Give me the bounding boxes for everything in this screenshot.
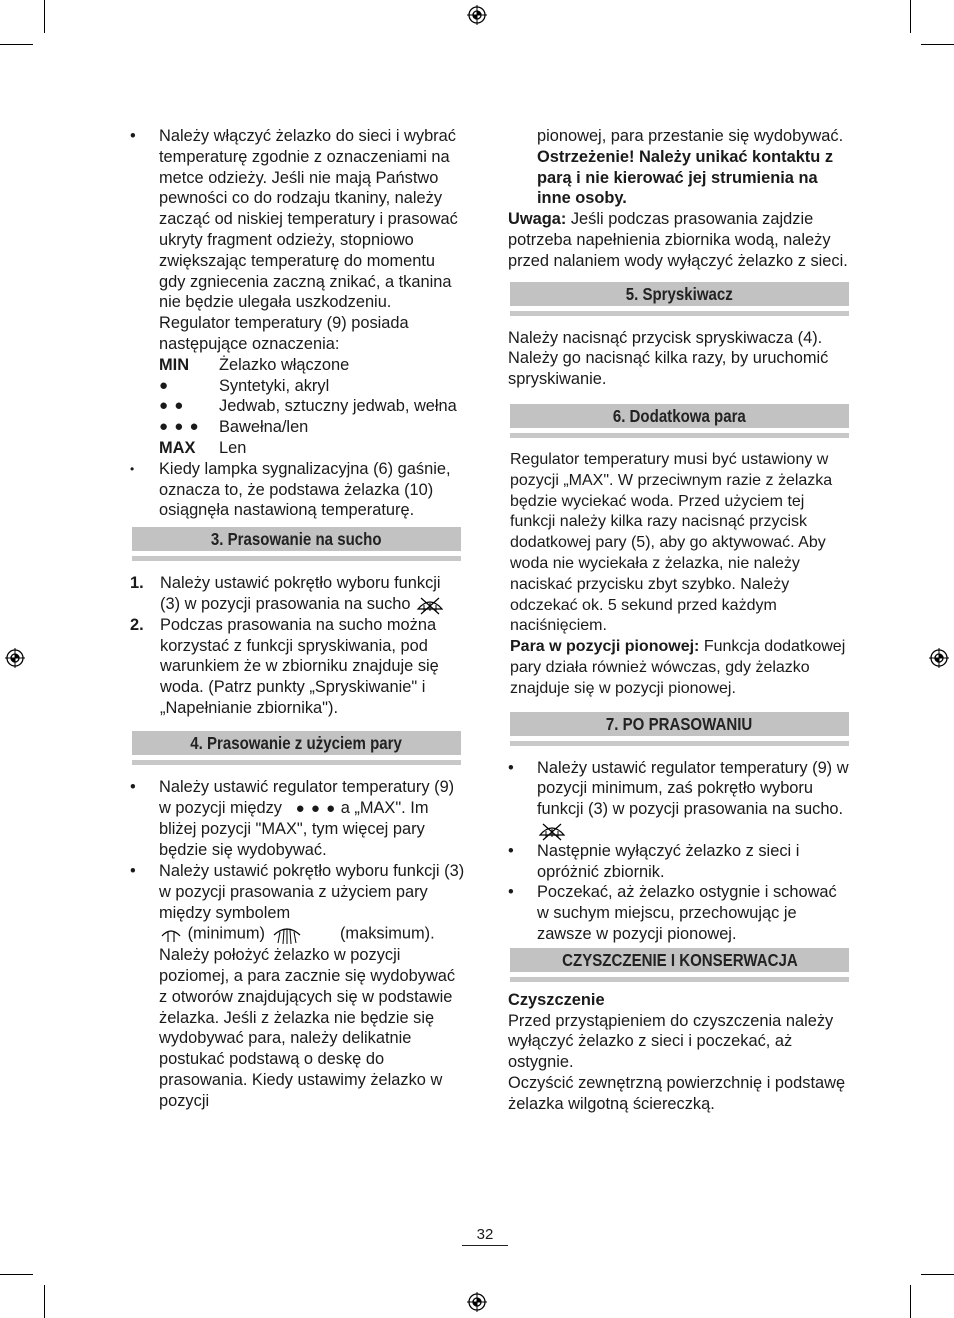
section-heading (508, 948, 849, 974)
temperature-modes (130, 355, 465, 459)
list-item (130, 459, 465, 521)
steam-min-icon (159, 924, 183, 944)
list-item: • Poczekać, aż żelazko ostygnie i schować w suchym miejscu, przechowując je zawsze w pozycji pionowej. (508, 883, 837, 943)
section-heading (130, 731, 461, 757)
registration-mark-icon (929, 648, 949, 668)
list-item: • Należy ustawić regulator temperatury (9) w pozycji minimum, zaś pokrętło wyboru funkcji (3) w pozycji prasowania na sucho. (508, 758, 853, 841)
section-title: 7. PO PRASOWANIU (606, 713, 753, 734)
numbered-item: 2. Podczas prasowania na sucho można korzystać z funkcji spryskiwania, pod warunkiem że w zbiorniku znajduje się woda. (Patrz punkty „Spryskiwanie" i „Napełnianie zbiornika"). (130, 615, 439, 717)
mode-row: MAX Len (159, 438, 247, 457)
section-title: CZYSZCZENIE I KONSERWACJA (561, 949, 798, 970)
clean-label: Czyszczenie (508, 990, 605, 1009)
warning-text: Ostrzeżenie! Należy unikać kontaktu z parą i nie kierować jej strumienia na inne osoby. (537, 147, 834, 208)
section-heading (508, 282, 849, 308)
clean-text: Przed przystąpieniem do czyszczenia należy wyłączyć żelazko z sieci i poczekać, aż ostygnie. (508, 1011, 834, 1072)
crop-mark-icon (910, 0, 911, 33)
crop-mark-icon (921, 44, 954, 45)
s6-vertical: Para w pozycji pionowej: Funkcja dodatkowej pary działa również wówczas, gdy żelazko znajduje się w pozycji pionowej. (510, 638, 846, 697)
crop-mark-icon (44, 0, 45, 33)
note: Uwaga: Jeśli podczas prasowania zajdzie potrzeba napełnienia zbiornika wodą, należy przed nalaniem wody wyłączyć żelazko z sieci. (508, 210, 848, 270)
clean-text: Oczyścić zewnętrzną powierzchnię i podstawę żelazka wilgotną ściereczką. (508, 1073, 846, 1113)
crop-mark-icon (910, 1285, 911, 1318)
list-item: • Następnie wyłączyć żelazko z sieci i opróżnić zbiornik. (508, 841, 800, 881)
s5-text: Należy nacisnąć przycisk spryskiwacza (4). Należy go nacisnąć kilka razy, by uruchomić spryskiwanie. (508, 328, 829, 389)
crop-mark-icon (0, 44, 33, 45)
dry-iron-icon (415, 595, 445, 615)
mode-row: ● Syntetyki, akryl (159, 376, 330, 395)
section-title: 5. Spryskiwacz (625, 283, 734, 304)
bullet-dot-icon: • (130, 127, 136, 145)
list-item (130, 126, 465, 355)
left-column (130, 126, 465, 1112)
mode-row: MIN Żelazko włączone (159, 355, 350, 374)
registration-mark-icon (467, 1292, 487, 1312)
page-number: 32 (462, 1226, 508, 1246)
crop-mark-icon (921, 1274, 954, 1275)
section-heading (508, 404, 849, 430)
bullet-dot-icon: • (508, 758, 514, 777)
section-title: 6. Dodatkowa para (612, 405, 746, 426)
section-heading (130, 527, 461, 553)
continued-text: pionowej, para przestanie się wydobywać. (537, 127, 844, 145)
mode-row: ● ● ● Bawełna/len (159, 418, 309, 437)
section-heading (508, 712, 849, 738)
bullet-dot-icon: • (508, 883, 514, 902)
list-item: • Należy ustawić pokrętło wyboru funkcji (3) w pozycji prasowania z użyciem pary między symbolem (minimum) (maksimum). Należy położyć żelazko w pozycji poziomej, a para zacznie się wydobywać z otworów znajdujących się w podstawie żelazka. Jeśli z żelazka nie będzie się wydobywać para, należy delikatnie postukać podstawą o deskę do prasowania. Kiedy ustawimy żelazko w pozycji (130, 861, 465, 1110)
list-item: • Należy ustawić regulator temperatury (9) w pozycji między ● ● ● a „MAX". Im bliżej pozycji "MAX", tym więcej pary będzie się wydobywać. (130, 777, 455, 860)
registration-mark-icon (5, 648, 25, 668)
bullet-dot-icon: • (508, 841, 514, 860)
right-column (508, 126, 853, 1114)
section-title: 3. Prasowanie na sucho (211, 529, 382, 550)
crop-mark-icon (0, 1274, 33, 1275)
lamp-text: Kiedy lampka sygnalizacyjna (6) gaśnie, oznacza to, że podstawa żelazka (10) osiągnęła nastawioną temperaturę. (159, 459, 451, 520)
dry-iron-icon (537, 821, 567, 841)
s6-text: Regulator temperatury musi być ustawiony w pozycji „MAX". W przeciwnym razie z żelazka będzie wyciekać woda. Przed użyciem tej funkcji należy kilka razy nacisnąć przycisk dodatkowej pary (5), aby go aktywować. Aby woda nie wyciekała z żelazka, nie należy naciskać przycisku zbyt szybko. Należy odczekać ok. 5 sekund przed każdym naciśnięciem. (510, 450, 833, 635)
mode-row: ● ● Jedwab, sztuczny jedwab, wełna (159, 397, 457, 416)
crop-mark-icon (44, 1285, 45, 1318)
section-title: 4. Prasowanie z użyciem pary (190, 732, 403, 753)
steam-max-icon (270, 923, 304, 945)
bullet-dot-icon: • (130, 861, 136, 880)
bullet-dot-icon: • (130, 461, 135, 476)
bullet-dot-icon: • (130, 777, 136, 796)
numbered-item: 1. Należy ustawić pokrętło wyboru funkcji (3) w pozycji prasowania na sucho (130, 573, 465, 615)
registration-mark-icon (467, 5, 487, 25)
intro-text: Należy włączyć żelazko do sieci i wybrać temperaturę zgodnie z oznaczeniami na metce odzieży. Jeśli nie mają Państwo pewności co do rodzaju tkaniny, należy zacząć od niskiej temperatury i prasować ukryty fragment odzieży, stopniowo zwiększając temperaturę do momentu gdy zgniecenia zaczną znikać, a tkanina nie będzie ulegała uszkodzeniu. Regulator temperatury (9) posiada następujące oznaczenia: (159, 127, 458, 353)
